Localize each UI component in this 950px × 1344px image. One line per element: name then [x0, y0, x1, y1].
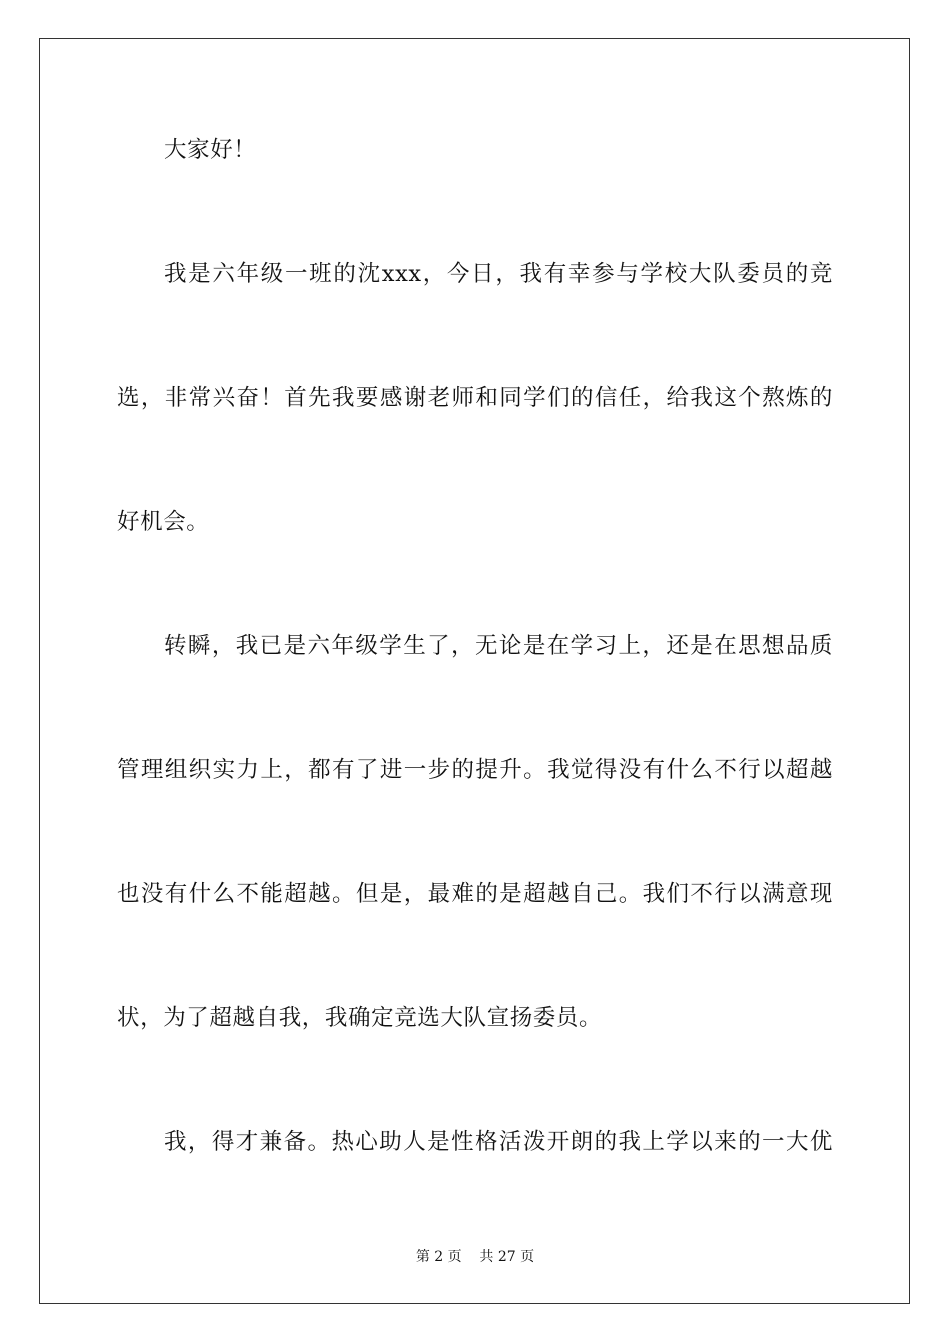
paragraph-2-line-2: 管理组织实力上，都有了进一步的提升。我觉得没有什么不行以超越: [117, 757, 833, 783]
paragraph-1-line-1: 我是六年级一班的沈xxx，今日，我有幸参与学校大队委员的竞: [164, 261, 833, 287]
paragraph-1-line-2: 选，非常兴奋！首先我要感谢老师和同学们的信任，给我这个熬炼的: [117, 385, 833, 411]
greeting-line: 大家好！: [164, 137, 257, 163]
paragraph-2-line-1: 转瞬，我已是六年级学生了，无论是在学习上，还是在思想品质: [164, 633, 833, 659]
paragraph-2-line-3: 也没有什么不能超越。但是，最难的是超越自己。我们不行以满意现: [117, 881, 833, 907]
page-border: [39, 38, 910, 1304]
paragraph-2-line-4: 状，为了超越自我，我确定竞选大队宣扬委员。: [117, 1005, 603, 1031]
page-number-footer: 第 2 页 共 27 页: [415, 1249, 535, 1265]
paragraph-3-line-1: 我，得才兼备。热心助人是性格活泼开朗的我上学以来的一大优: [164, 1129, 833, 1155]
paragraph-1-line-3: 好机会。: [117, 509, 210, 535]
